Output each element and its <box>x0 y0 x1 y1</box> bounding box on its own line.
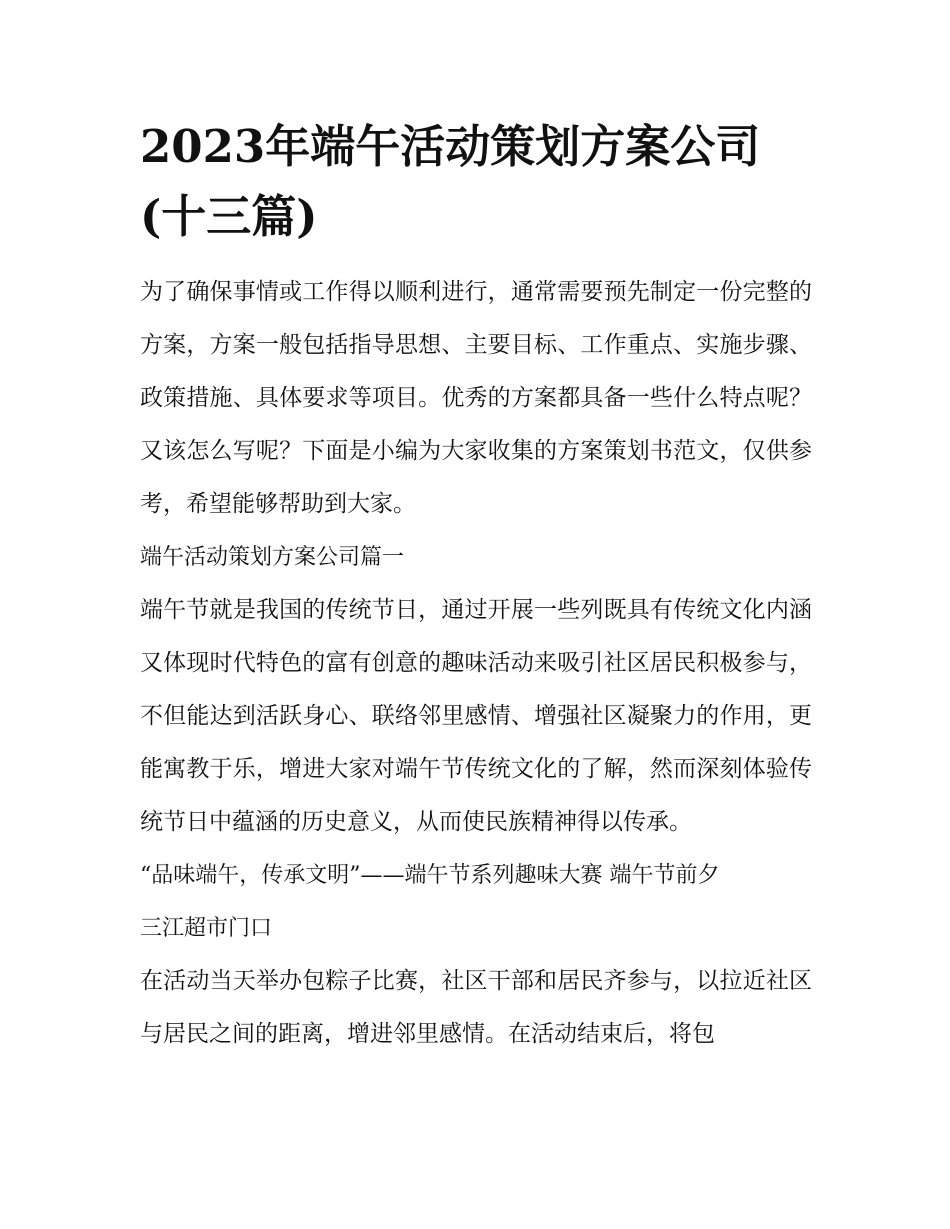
document-page <box>140 112 812 1061</box>
intro-paragraph: 为了确保事情或工作得以顺利进行，通常需要预先制定一份完整的方案，方案一般包括指导思想、主要目标、工作重点、实施步骤、政策措施、具体要求等项目。优秀的方案都具备一些什么特点呢？又该怎么写呢？下面是小编为大家收集的方案策划书范文，仅供参考，希望能够帮助到大家。 <box>140 279 812 517</box>
section-heading: 端午活动策划方案公司篇一 <box>140 545 405 570</box>
theme-line: “品味端午，传承文明”——端午节系列趣味大赛 端午节前夕 <box>140 863 720 888</box>
body-paragraph-1: 端午节就是我国的传统节日，通过开展一些列既具有传统文化内涵又体现时代特色的富有创意的趣味活动来吸引社区居民积极参与，不但能达到活跃身心、联络邻里感情、增强社区凝聚力的作用，更能寓教于乐，增进大家对端午节传统文化的了解，然而深刻体验传统节日中蕴涵的历史意义，从而使民族精神得以传承。 <box>140 597 812 835</box>
location-line: 三江超市门口 <box>140 916 273 941</box>
body-paragraph-2: 在活动当天举办包粽子比赛，社区干部和居民齐参与，以拉近社区与居民之间的距离，增进邻里感情。在活动结束后，将包 <box>140 968 812 1047</box>
document-body <box>140 266 812 1061</box>
document-title: 2023年端午活动策划方案公司(十三篇) <box>140 120 761 243</box>
